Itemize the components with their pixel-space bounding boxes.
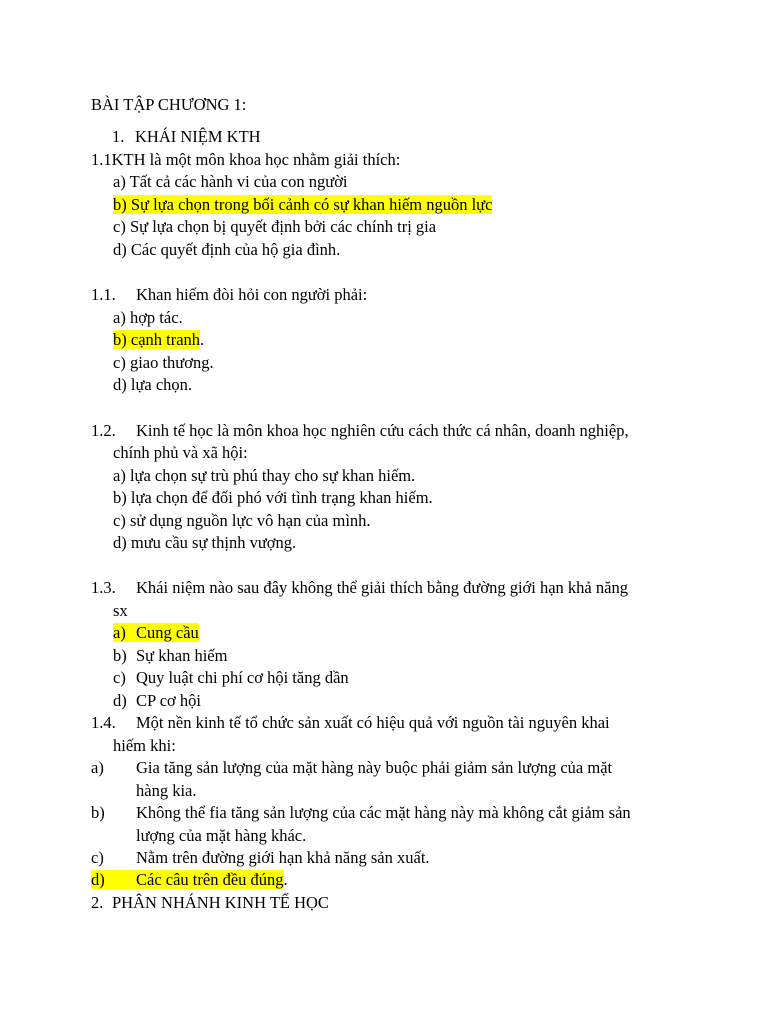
question-1-1-option-d: d) Các quyết định của hộ gia đình. xyxy=(113,240,341,259)
question-1-2-text-cont: chính phủ và xã hội: xyxy=(113,443,248,462)
question-1-2-option-c: c) sử dụng nguồn lực vô hạn của mình. xyxy=(113,511,371,530)
question-1-4-text-cont: hiếm khi: xyxy=(113,736,176,755)
question-1-3-text: 1.3. Khái niệm nào sau đây không thể giải thích bằng đường giới hạn khả năng xyxy=(91,577,628,600)
question-1-1b-option-b: b) cạnh tranh. xyxy=(113,330,205,349)
question-1-1-text: 1.1KTH là một môn khoa học nhằm giải thích: xyxy=(91,150,401,169)
answer-highlight: a) Cung cầu xyxy=(113,623,199,642)
section-1-heading xyxy=(112,126,261,149)
question-1-3-option-d: d) CP cơ hội xyxy=(113,691,201,710)
section-1-title: KHÁI NIỆM KTH xyxy=(135,127,261,146)
section-2-number: 2. xyxy=(91,893,104,912)
question-1-4-option-b: b) Không thể fia tăng sản lượng của các mặt hàng này mà không cắt giảm sản xyxy=(91,803,631,822)
question-1-2-option-a: a) lựa chọn sự trù phú thay cho sự khan hiếm. xyxy=(113,466,416,485)
question-1-4-option-a-cont: hàng kia. xyxy=(136,781,197,800)
page-title: BÀI TẬP CHƯƠNG 1: xyxy=(91,95,247,114)
question-number: 1.1. xyxy=(91,285,116,304)
question-number: 1.3. xyxy=(91,578,116,597)
answer-highlight: d) Các câu trên đều đúng xyxy=(91,870,284,889)
section-1-number: 1. xyxy=(112,127,125,146)
question-1-1-option-c: c) Sự lựa chọn bị quyết định bởi các chính trị gia xyxy=(113,217,437,236)
answer-highlight: b) cạnh tranh xyxy=(113,330,201,349)
question-1-1b-text: 1.1. Khan hiếm đòi hỏi con người phải: xyxy=(91,284,367,307)
section-2-heading xyxy=(91,892,329,915)
question-1-3-text-cont: sx xyxy=(113,601,128,620)
question-1-2-option-b: b) lựa chọn để đối phó với tình trạng khan hiếm. xyxy=(113,488,433,507)
section-2-title: PHÂN NHÁNH KINH TẾ HỌC xyxy=(112,893,329,912)
question-number: 1.4. xyxy=(91,713,116,732)
question-number: 1.2. xyxy=(91,421,116,440)
answer-highlight: b) Sự lựa chọn trong bối cảnh có sự khan hiếm nguồn lực xyxy=(113,195,493,214)
question-1-4-text: 1.4. Một nền kinh tế tổ chức sản xuất có hiệu quả với nguồn tài nguyên khai xyxy=(91,712,610,735)
question-1-1b-option-c: c) giao thương. xyxy=(113,353,214,372)
question-1-3-option-b: b) Sự khan hiếm xyxy=(113,646,228,665)
question-1-1b-option-a: a) hợp tác. xyxy=(113,308,183,327)
question-1-2-text: 1.2. Kinh tế học là môn khoa học nghiên cứu cách thức cá nhân, doanh nghiệp, xyxy=(91,420,629,443)
question-1-3-option-a xyxy=(113,622,199,645)
question-1-4-option-b-cont: lượng của mặt hàng khác. xyxy=(136,826,307,845)
question-1-4-option-c: c) Nằm trên đường giới hạn khả năng sản xuất. xyxy=(91,848,430,867)
question-1-4-option-d: d) Các câu trên đều đúng. xyxy=(91,870,288,889)
question-1-1-option-a: a) Tất cả các hành vi của con người xyxy=(113,172,348,191)
question-1-3-option-c: c) Quy luật chi phí cơ hội tăng dần xyxy=(113,668,349,687)
question-1-4-option-a: a) Gia tăng sản lượng của mặt hàng này buộc phải giảm sản lượng của mặt xyxy=(91,758,613,777)
question-1-1-option-b xyxy=(113,194,492,217)
question-1-1b-option-d: d) lựa chọn. xyxy=(113,375,193,394)
question-1-2-option-d: d) mưu cầu sự thịnh vượng. xyxy=(113,533,297,552)
